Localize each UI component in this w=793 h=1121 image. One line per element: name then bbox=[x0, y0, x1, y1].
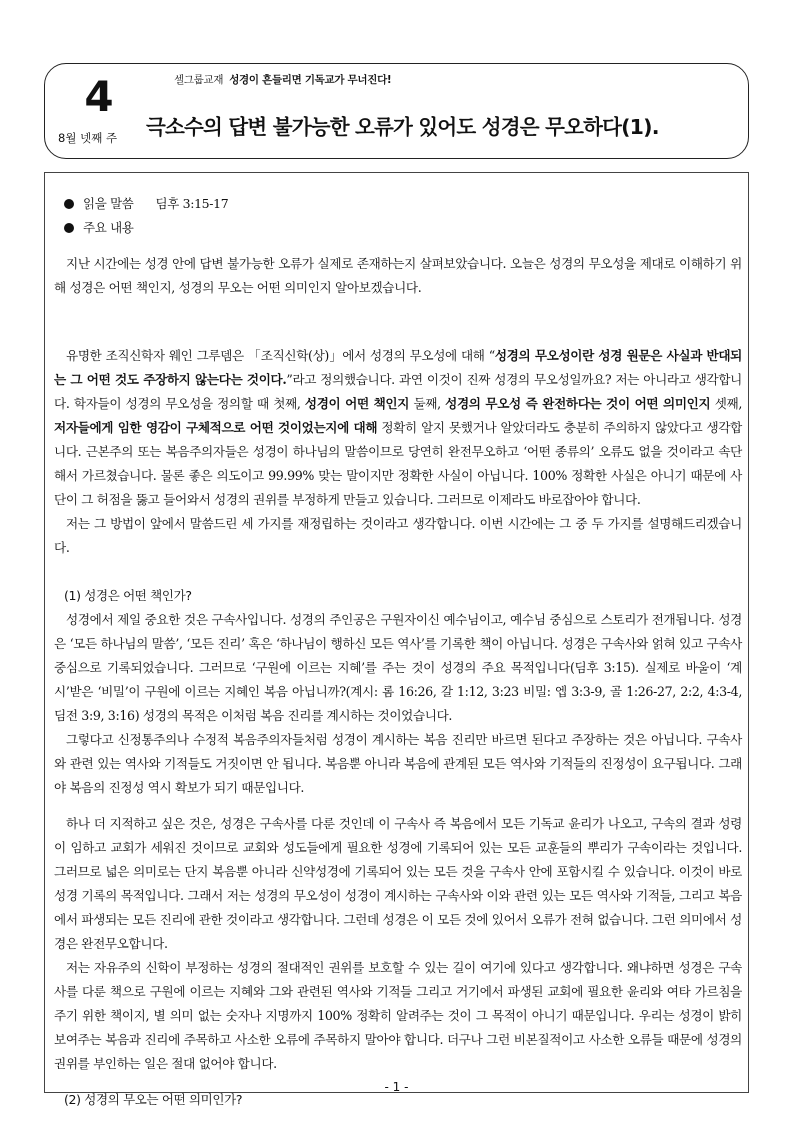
week-label: 8월 넷째 주 bbox=[58, 131, 118, 145]
section-2-heading: (2) 성경의 무오는 어떤 의미인가? bbox=[64, 1092, 243, 1107]
section-1-heading: (1) 성경은 어떤 책인가? bbox=[64, 588, 192, 603]
document-body bbox=[54, 192, 742, 1112]
page-title: 극소수의 답변 불가능한 오류가 있어도 성경은 무오하다(1). bbox=[146, 115, 659, 139]
reading-value: 딤후 3:15-17 bbox=[155, 196, 229, 211]
reading-label: 읽을 말씀 bbox=[83, 196, 134, 211]
summary-label: 주요 내용 bbox=[83, 220, 134, 235]
definition-paragraph: 유명한 조직신학자 웨인 그루뎀은 「조직신학(상)」에서 성경의 무오성에 대해 “성경의 무오성이란 성경 원문은 사실과 반대되는 그 어떤 것도 주장하지 않는다는 것이다.”라고 정의했습니다. 과연 이것이 진짜 성경의 무오성일까요? 저는 아니라고 생각합니다. 학자들이 성경의 무오성을 정의할 때 첫째, 성경이 어떤 책인지 둘째, 성경의 무오성 즉 완전하다는 것이 어떤 의미인지 셋째, 저자들에게 임한 영감이 구체적으로 어떤 것이었는지에 대해 정확히 알지 못했거나 알았더라도 충분히 주의하지 않았다고 생각합니다. 근본주의 또는 복음주의자들은 성경이 하나님의 말씀이므로 당연히 완전무오하고 ‘어떤 종류의’ 오류도 없을 것이라고 속단해서 가르쳤습니다. 물론 좋은 의도이고 99.99% 맞는 말이지만 정확한 사실이 아닙니다. 100% 정확한 사실은 아니기 때문에 사단이 그 허점을 뚫고 들어와서 성경의 권위를 부정하게 만들고 있습니다. 그러므로 이제라도 바로잡아야 합니다. bbox=[54, 348, 742, 507]
section-1-paragraph-1: 성경에서 제일 중요한 것은 구속사입니다. 성경의 주인공은 구원자이신 예수님이고, 예수님 중심으로 스토리가 전개됩니다. 성경은 ‘모든 하나님의 말씀’, ‘모든 진리’ 혹은 ‘하나님이 행하신 모든 역사’를 기록한 책이 아닙니다. 성경은 구속사와 얽혀 있고 구속사 중심으로 기록되었습니다. 그러므로 ‘구원에 이르는 지혜’를 주는 것이 성경의 주요 목적입니다(딤후 3:15). 실제로 바울이 ‘계시’받은 ‘비밀’이 구원에 이르는 지혜인 복음 아닙니까?(계시: 롬 16:26, 갈 1:12, 3:23 비밀: 엡 3:3-9, 골 1:26-27, 2:2, 4:3-4, 딤전 3:9, 3:16) 성경의 목적은 이처럼 복음 진리를 계시하는 것이었습니다. bbox=[54, 612, 742, 723]
series-title: 성경이 흔들리면 기독교가 무너진다! bbox=[229, 74, 392, 86]
page-number: - 1 - bbox=[384, 1080, 409, 1094]
intro-paragraph: 지난 시간에는 성경 안에 답변 불가능한 오류가 실제로 존재하는지 살펴보았습니다. 오늘은 성경의 무오성을 제대로 이해하기 위해 성경은 어떤 책인지, 성경의 무오는 어떤 의미인지 알아보겠습니다. bbox=[54, 256, 742, 295]
series-label: 셀그룹교재 bbox=[174, 74, 224, 86]
bullet-icon bbox=[64, 199, 74, 209]
series-line bbox=[174, 72, 391, 87]
section-1-paragraph-3: 하나 더 지적하고 싶은 것은, 성경은 구속사를 다룬 것인데 이 구속사 즉 복음에서 모든 기독교 윤리가 나오고, 구속의 결과 성령이 임하고 교회가 세워진 것이므로 교회와 성도들에게 필요한 성경에 기록되어 있는 모든 교훈들의 뿌리가 구속이라는 것입니다. 그러므로 넓은 의미로는 단지 복음뿐 아니라 신약성경에 기록되어 있는 모든 것을 구속사 안에 포함시킬 수 있습니다. 이것이 바로 성경 기록의 목적입니다. 그래서 저는 성경의 무오성이 성경이 계시하는 구속사와 이와 관련 있는 모든 역사와 기적들, 그리고 복음에서 파생되는 모든 진리에 관한 것이라고 생각합니다. 그런데 성경은 이 모든 것에 있어서 오류가 전혀 없습니다. 그런 의미에서 성경은 완전무오합니다. bbox=[54, 816, 742, 951]
method-paragraph: 저는 그 방법이 앞에서 말씀드린 세 가지를 재정립하는 것이라고 생각합니다. 이번 시간에는 그 중 두 가지를 설명해드리겠습니다. bbox=[54, 516, 742, 555]
reading-row bbox=[64, 192, 742, 216]
section-1-paragraph-4: 저는 자유주의 신학이 부정하는 성경의 절대적인 권위를 보호할 수 있는 길이 여기에 있다고 생각합니다. 왜냐하면 성경은 구속사를 다룬 책으로 구원에 이르는 지혜와 그와 관련된 역사와 기적들 그리고 거기에서 파생된 교회에 필요한 윤리와 여타 가르침을 주기 위한 책이지, 별 의미 없는 숫자나 지명까지 100% 정확히 알려주는 것이 그 목적이 아니기 때문입니다. 우리는 성경이 밝히 보여주는 복음과 진리에 주목하고 사소한 오류에 주목하지 말아야 합니다. 더구나 그런 비본질적이고 사소한 오류들 때문에 성경의 권위를 부인하는 일은 절대 없어야 합니다. bbox=[54, 960, 742, 1071]
summary-row bbox=[64, 216, 742, 240]
lesson-number: 4 bbox=[84, 72, 114, 121]
bullet-icon bbox=[64, 223, 74, 233]
section-1-paragraph-2: 그렇다고 신정통주의나 수정적 복음주의자들처럼 성경이 계시하는 복음 진리만 바르면 된다고 주장하는 것은 아닙니다. 구속사와 관련 있는 역사와 기적들도 거짓이면 안 됩니다. 복음뿐 아니라 복음에 관계된 모든 역사와 기적들의 진정성이 요구됩니다. 그래야 복음의 진정성 역시 확보가 되기 때문입니다. bbox=[54, 732, 742, 795]
